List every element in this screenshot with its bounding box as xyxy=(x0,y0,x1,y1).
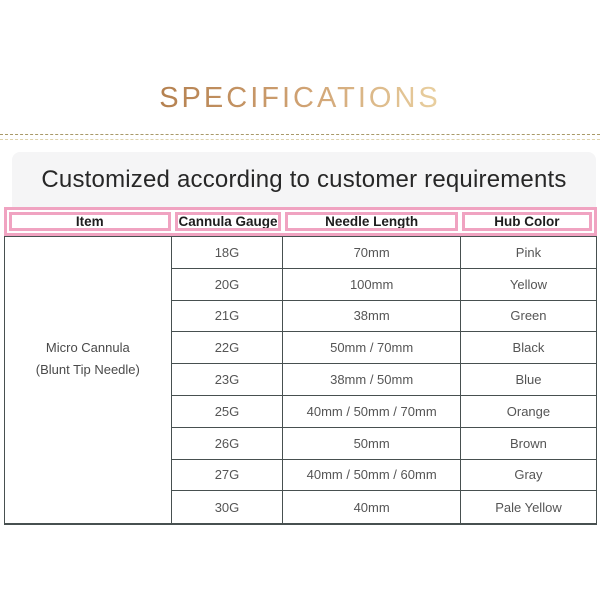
page-title: SPECIFICATIONS xyxy=(159,82,441,114)
gauge-cell: 21G xyxy=(172,301,284,333)
gauge-cell: 22G xyxy=(172,332,284,364)
length-cell: 70mm xyxy=(283,237,461,269)
item-name-line2: (Blunt Tip Needle) xyxy=(35,362,140,378)
color-cell: Gray xyxy=(461,460,596,492)
section-title-wrap xyxy=(0,82,600,115)
header-cell-hub-color: Hub Color xyxy=(462,212,592,231)
color-cell: Yellow xyxy=(461,269,596,301)
color-cell: Blue xyxy=(461,364,596,396)
length-cell: 50mm xyxy=(283,428,461,460)
gauge-cell: 18G xyxy=(172,237,284,269)
color-cell: Orange xyxy=(461,396,596,428)
spec-table xyxy=(4,207,597,525)
header-cell-cannula-gauge: Cannula Gauge xyxy=(175,212,282,231)
color-cell: Pink xyxy=(461,237,596,269)
gauge-cell: 30G xyxy=(172,491,284,523)
panel-heading: Customized according to customer requirements xyxy=(41,166,567,193)
color-cell: Brown xyxy=(461,428,596,460)
header-cell-item: Item xyxy=(9,212,171,231)
length-cell: 50mm / 70mm xyxy=(283,332,461,364)
dashed-separator xyxy=(0,134,600,140)
table-header-row xyxy=(4,207,597,236)
color-cell: Black xyxy=(461,332,596,364)
length-cell: 40mm xyxy=(283,491,461,523)
length-cell: 40mm / 50mm / 70mm xyxy=(283,396,461,428)
gauge-cell: 27G xyxy=(172,460,284,492)
table-body xyxy=(4,236,597,525)
length-cell: 38mm / 50mm xyxy=(283,364,461,396)
item-name-line1: Micro Cannula xyxy=(45,339,130,355)
gauge-cell: 23G xyxy=(172,364,284,396)
length-cell: 40mm / 50mm / 60mm xyxy=(283,460,461,492)
gauge-cell: 20G xyxy=(172,269,284,301)
gauge-cell: 26G xyxy=(172,428,284,460)
color-cell: Pale Yellow xyxy=(495,499,562,515)
color-cell: Green xyxy=(461,301,596,333)
length-cell: 38mm xyxy=(283,301,461,333)
header-cell-needle-length: Needle Length xyxy=(285,212,457,231)
length-cell: 100mm xyxy=(283,269,461,301)
item-cell xyxy=(5,237,172,523)
gauge-cell: 25G xyxy=(172,396,284,428)
